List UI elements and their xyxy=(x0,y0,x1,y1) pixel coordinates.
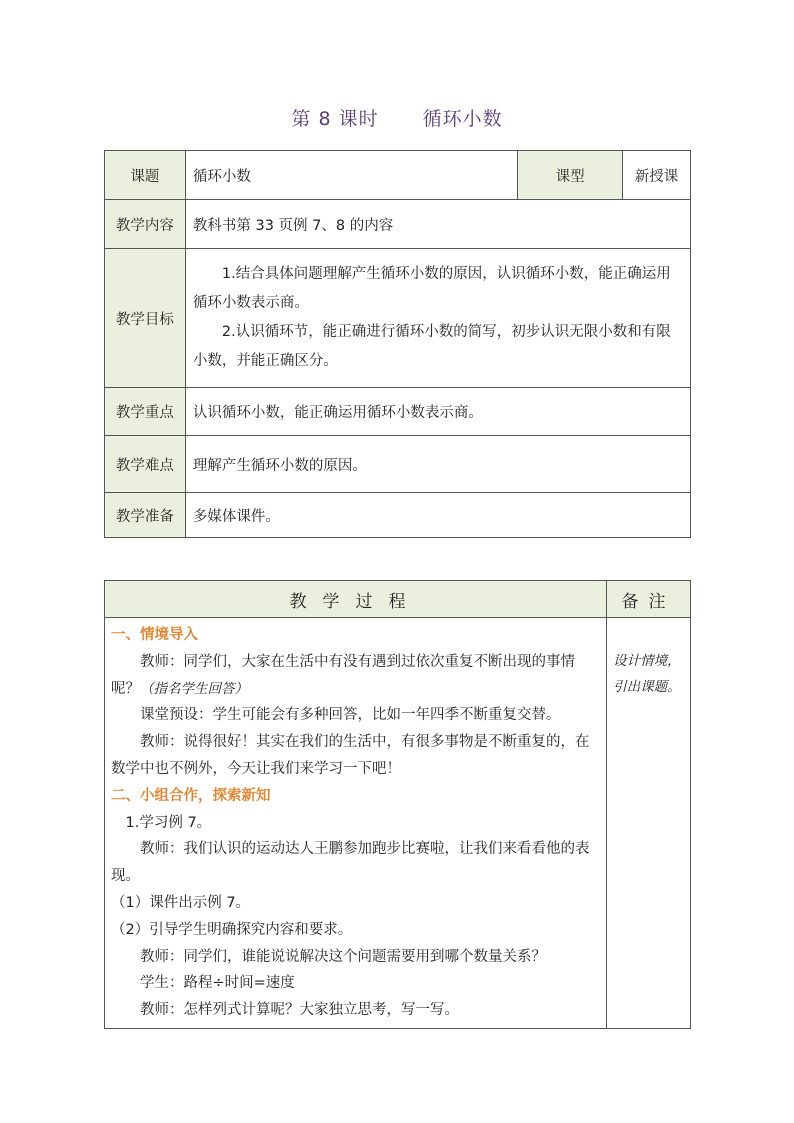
topic-row xyxy=(105,151,691,200)
goal-2: 2.认识循环节，能正确进行循环小数的简写，初步认识无限小数和有限小数，并能正确区分。 xyxy=(192,324,671,369)
goals-label: 教学目标 xyxy=(105,249,186,388)
handwritten-note: （指名学生回答） xyxy=(140,680,248,697)
paragraph-9: 学生：路程÷时间=速度 xyxy=(140,975,295,992)
lesson-topic: 循环小数 xyxy=(422,108,503,130)
type-value: 新授课 xyxy=(623,151,691,200)
paragraph-7: （2）引导学生明确探究内容和要求。 xyxy=(111,921,353,938)
content-value: 教科书第 33 页例 7、8 的内容 xyxy=(185,200,690,249)
difficult-row xyxy=(105,436,691,493)
notes-header: 备注 xyxy=(607,581,691,618)
process-header: 教学过程 xyxy=(105,581,607,618)
note-line-2: 引出课题。 xyxy=(613,679,681,695)
key-value: 认识循环小数，能正确运用循环小数表示商。 xyxy=(185,388,690,436)
note-line-1: 设计情境， xyxy=(613,653,681,669)
paragraph-3: 教师：说得很好！其实在我们的生活中，有很多事物是不断重复的，在数学中也不例外，今天让我们来学习一下吧！ xyxy=(111,734,590,777)
teaching-process-table xyxy=(104,580,691,1029)
section-2-heading: 二、小组合作，探索新知 xyxy=(111,787,271,804)
page-title xyxy=(0,104,794,131)
prep-value: 多媒体课件。 xyxy=(185,493,690,538)
prep-row xyxy=(105,493,691,538)
lesson-info-table xyxy=(104,150,691,538)
paragraph-8: 教师：同学们，谁能说说解决这个问题需要用到哪个数量关系？ xyxy=(140,948,546,965)
type-label: 课型 xyxy=(518,151,623,200)
difficult-label: 教学难点 xyxy=(105,436,186,493)
paragraph-6: （1）课件出示例 7。 xyxy=(111,894,251,911)
goal-1: 1.结合具体问题理解产生循环小数的原因，认识循环小数，能正确运用循环小数表示商。 xyxy=(192,266,671,311)
topic-label: 课题 xyxy=(105,151,186,200)
paragraph-4: 1.学习例 7。 xyxy=(125,814,212,831)
content-row xyxy=(105,200,691,249)
key-row xyxy=(105,388,691,436)
paragraph-1: 教师：同学们，大家在生活中有没有遇到过依次重复不断出现的事情呢？（指名学生回答） xyxy=(111,653,575,697)
content-label: 教学内容 xyxy=(105,200,186,249)
topic-value: 循环小数 xyxy=(185,151,517,200)
process-body-row xyxy=(105,618,691,1029)
paragraph-10: 教师：怎样列式计算呢？大家独立思考，写一写。 xyxy=(140,1002,459,1019)
paragraph-2: 课堂预设：学生可能会有多种回答，比如一年四季不断重复交替。 xyxy=(140,707,561,724)
goals-value xyxy=(185,249,690,388)
key-label: 教学重点 xyxy=(105,388,186,436)
section-1-heading: 一、情境导入 xyxy=(111,627,198,643)
process-header-row xyxy=(105,581,691,618)
paragraph-5: 教师：我们认识的运动达人王鹏参加跑步比赛啦，让我们来看看他的表现。 xyxy=(111,841,590,885)
lesson-number: 第 8 课时 xyxy=(291,108,379,130)
notes-content xyxy=(607,618,691,1029)
difficult-value: 理解产生循环小数的原因。 xyxy=(185,436,690,493)
prep-label: 教学准备 xyxy=(105,493,186,538)
goals-row xyxy=(105,249,691,388)
process-content xyxy=(105,618,607,1029)
